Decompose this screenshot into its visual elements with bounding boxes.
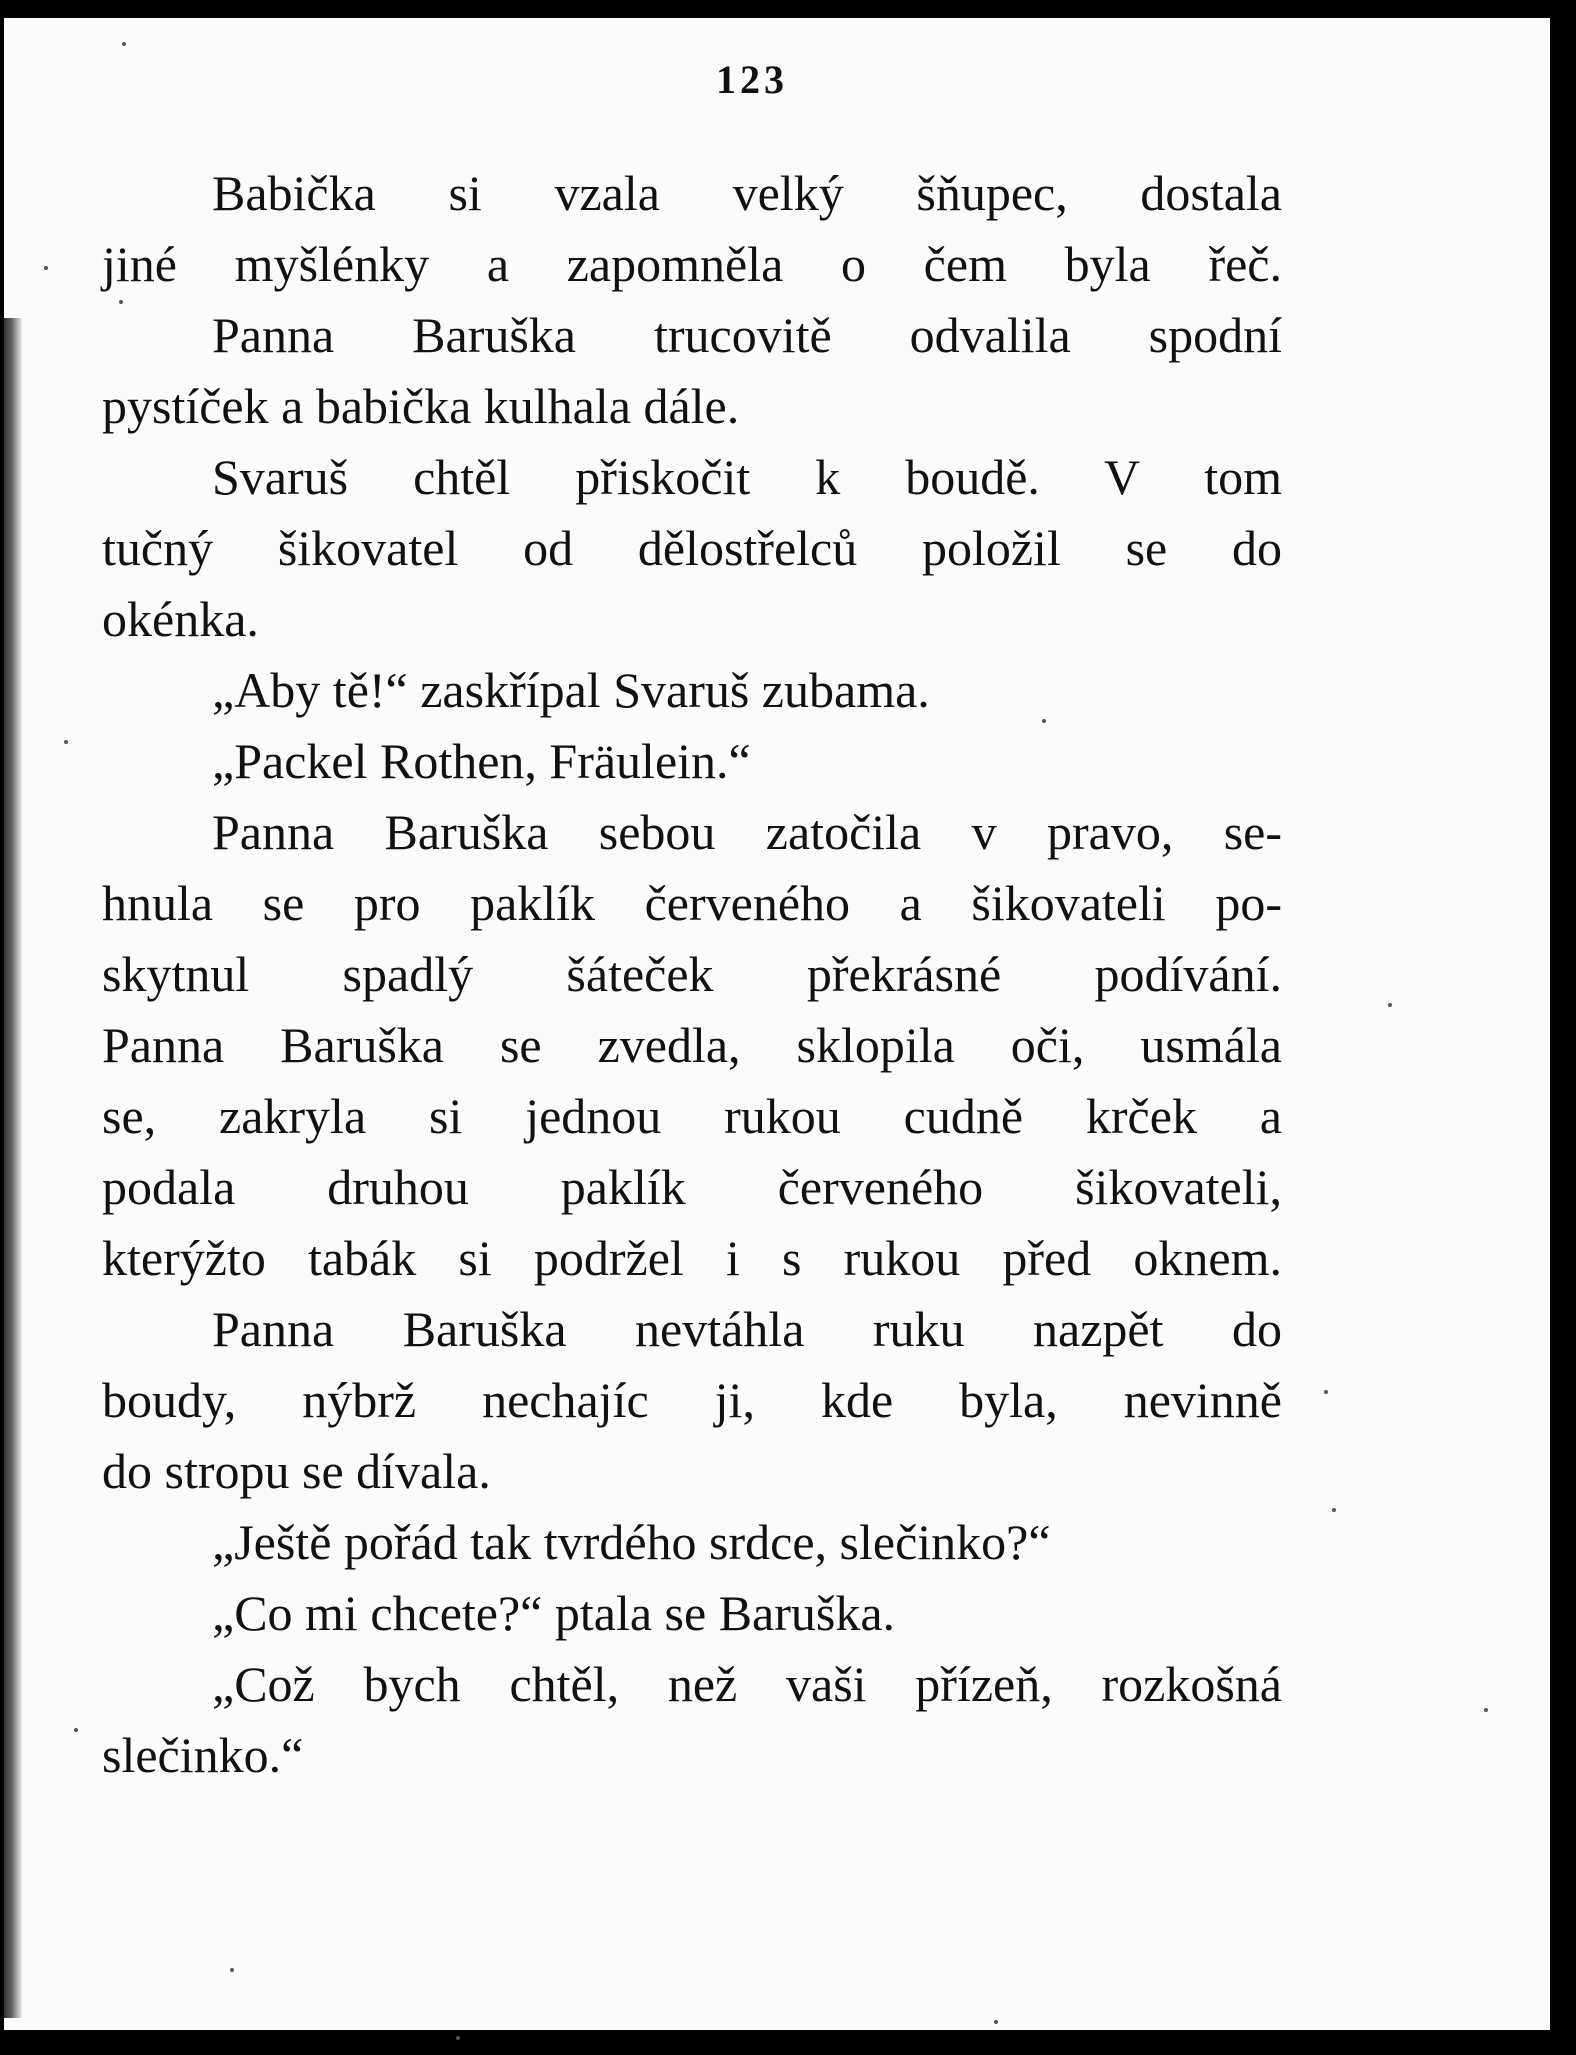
scan-speck: [456, 2036, 460, 2040]
body-text: [102, 158, 1282, 1791]
text-line: „Což bych chtěl, než vaši přízeň, rozkošná: [212, 1656, 1282, 1712]
text-line: boudy, nýbrž nechajíc ji, kde byla, nevinně: [102, 1372, 1282, 1428]
text-line: „Co mi chcete?“ ptala se Baruška.: [212, 1585, 896, 1641]
scan-speck: [1388, 1003, 1392, 1007]
scan-speck: [994, 2020, 998, 2024]
text-line: jiné myšlénky a zapomněla o čem byla řeč.: [102, 236, 1282, 292]
text-line: hnula se pro paklík červeného a šikovateli po-: [102, 875, 1282, 931]
scan-speck: [74, 1728, 78, 1732]
text-line: skytnul spadlý šáteček překrásné podívání.: [102, 946, 1282, 1002]
text-line: Panna Baruška sebou zatočila v pravo, se-: [212, 804, 1282, 860]
scan-speck: [1324, 1390, 1328, 1394]
book-page: [4, 18, 1550, 2030]
binding-shadow: [4, 318, 22, 2018]
text-line: slečinko.“: [102, 1727, 304, 1783]
text-line: Panna Baruška trucovitě odvalila spodní: [212, 307, 1282, 363]
text-line: Svaruš chtěl přiskočit k boudě. V tom: [212, 449, 1282, 505]
text-line: „Packel Rothen, Fräulein.“: [212, 733, 751, 789]
page-number: 123: [716, 57, 788, 102]
text-line: okénka.: [102, 591, 259, 647]
text-line: se, zakryla si jednou rukou cudně krček a: [102, 1088, 1282, 1144]
text-line: Babička si vzala velký šňupec, dostala: [212, 165, 1282, 221]
text-line: tučný šikovatel od dělostřelců položil se do: [102, 520, 1282, 576]
scan-speck: [122, 42, 126, 46]
text-line: Panna Baruška nevtáhla ruku nazpět do: [212, 1301, 1282, 1357]
text-line: „Aby tě!“ zaskřípal Svaruš zubama.: [212, 662, 930, 718]
scan-speck: [1332, 1508, 1336, 1512]
scan-speck: [1042, 719, 1046, 723]
scan-speck: [230, 1968, 234, 1972]
text-line: „Ještě pořád tak tvrdého srdce, slečinko?“: [212, 1514, 1051, 1570]
scan-speck: [44, 266, 48, 270]
text-line: do stropu se dívala.: [102, 1443, 491, 1499]
text-line: pystíček a babička kulhala dále.: [102, 378, 740, 434]
scan-speck: [119, 300, 123, 304]
scan-speck: [64, 740, 68, 744]
text-line: podala druhou paklík červeného šikovateli,: [102, 1159, 1282, 1215]
scan-speck: [1484, 1708, 1488, 1712]
text-line: Panna Baruška se zvedla, sklopila oči, usmála: [102, 1017, 1282, 1073]
text-line: kterýžto tabák si podržel i s rukou před oknem.: [102, 1230, 1282, 1286]
